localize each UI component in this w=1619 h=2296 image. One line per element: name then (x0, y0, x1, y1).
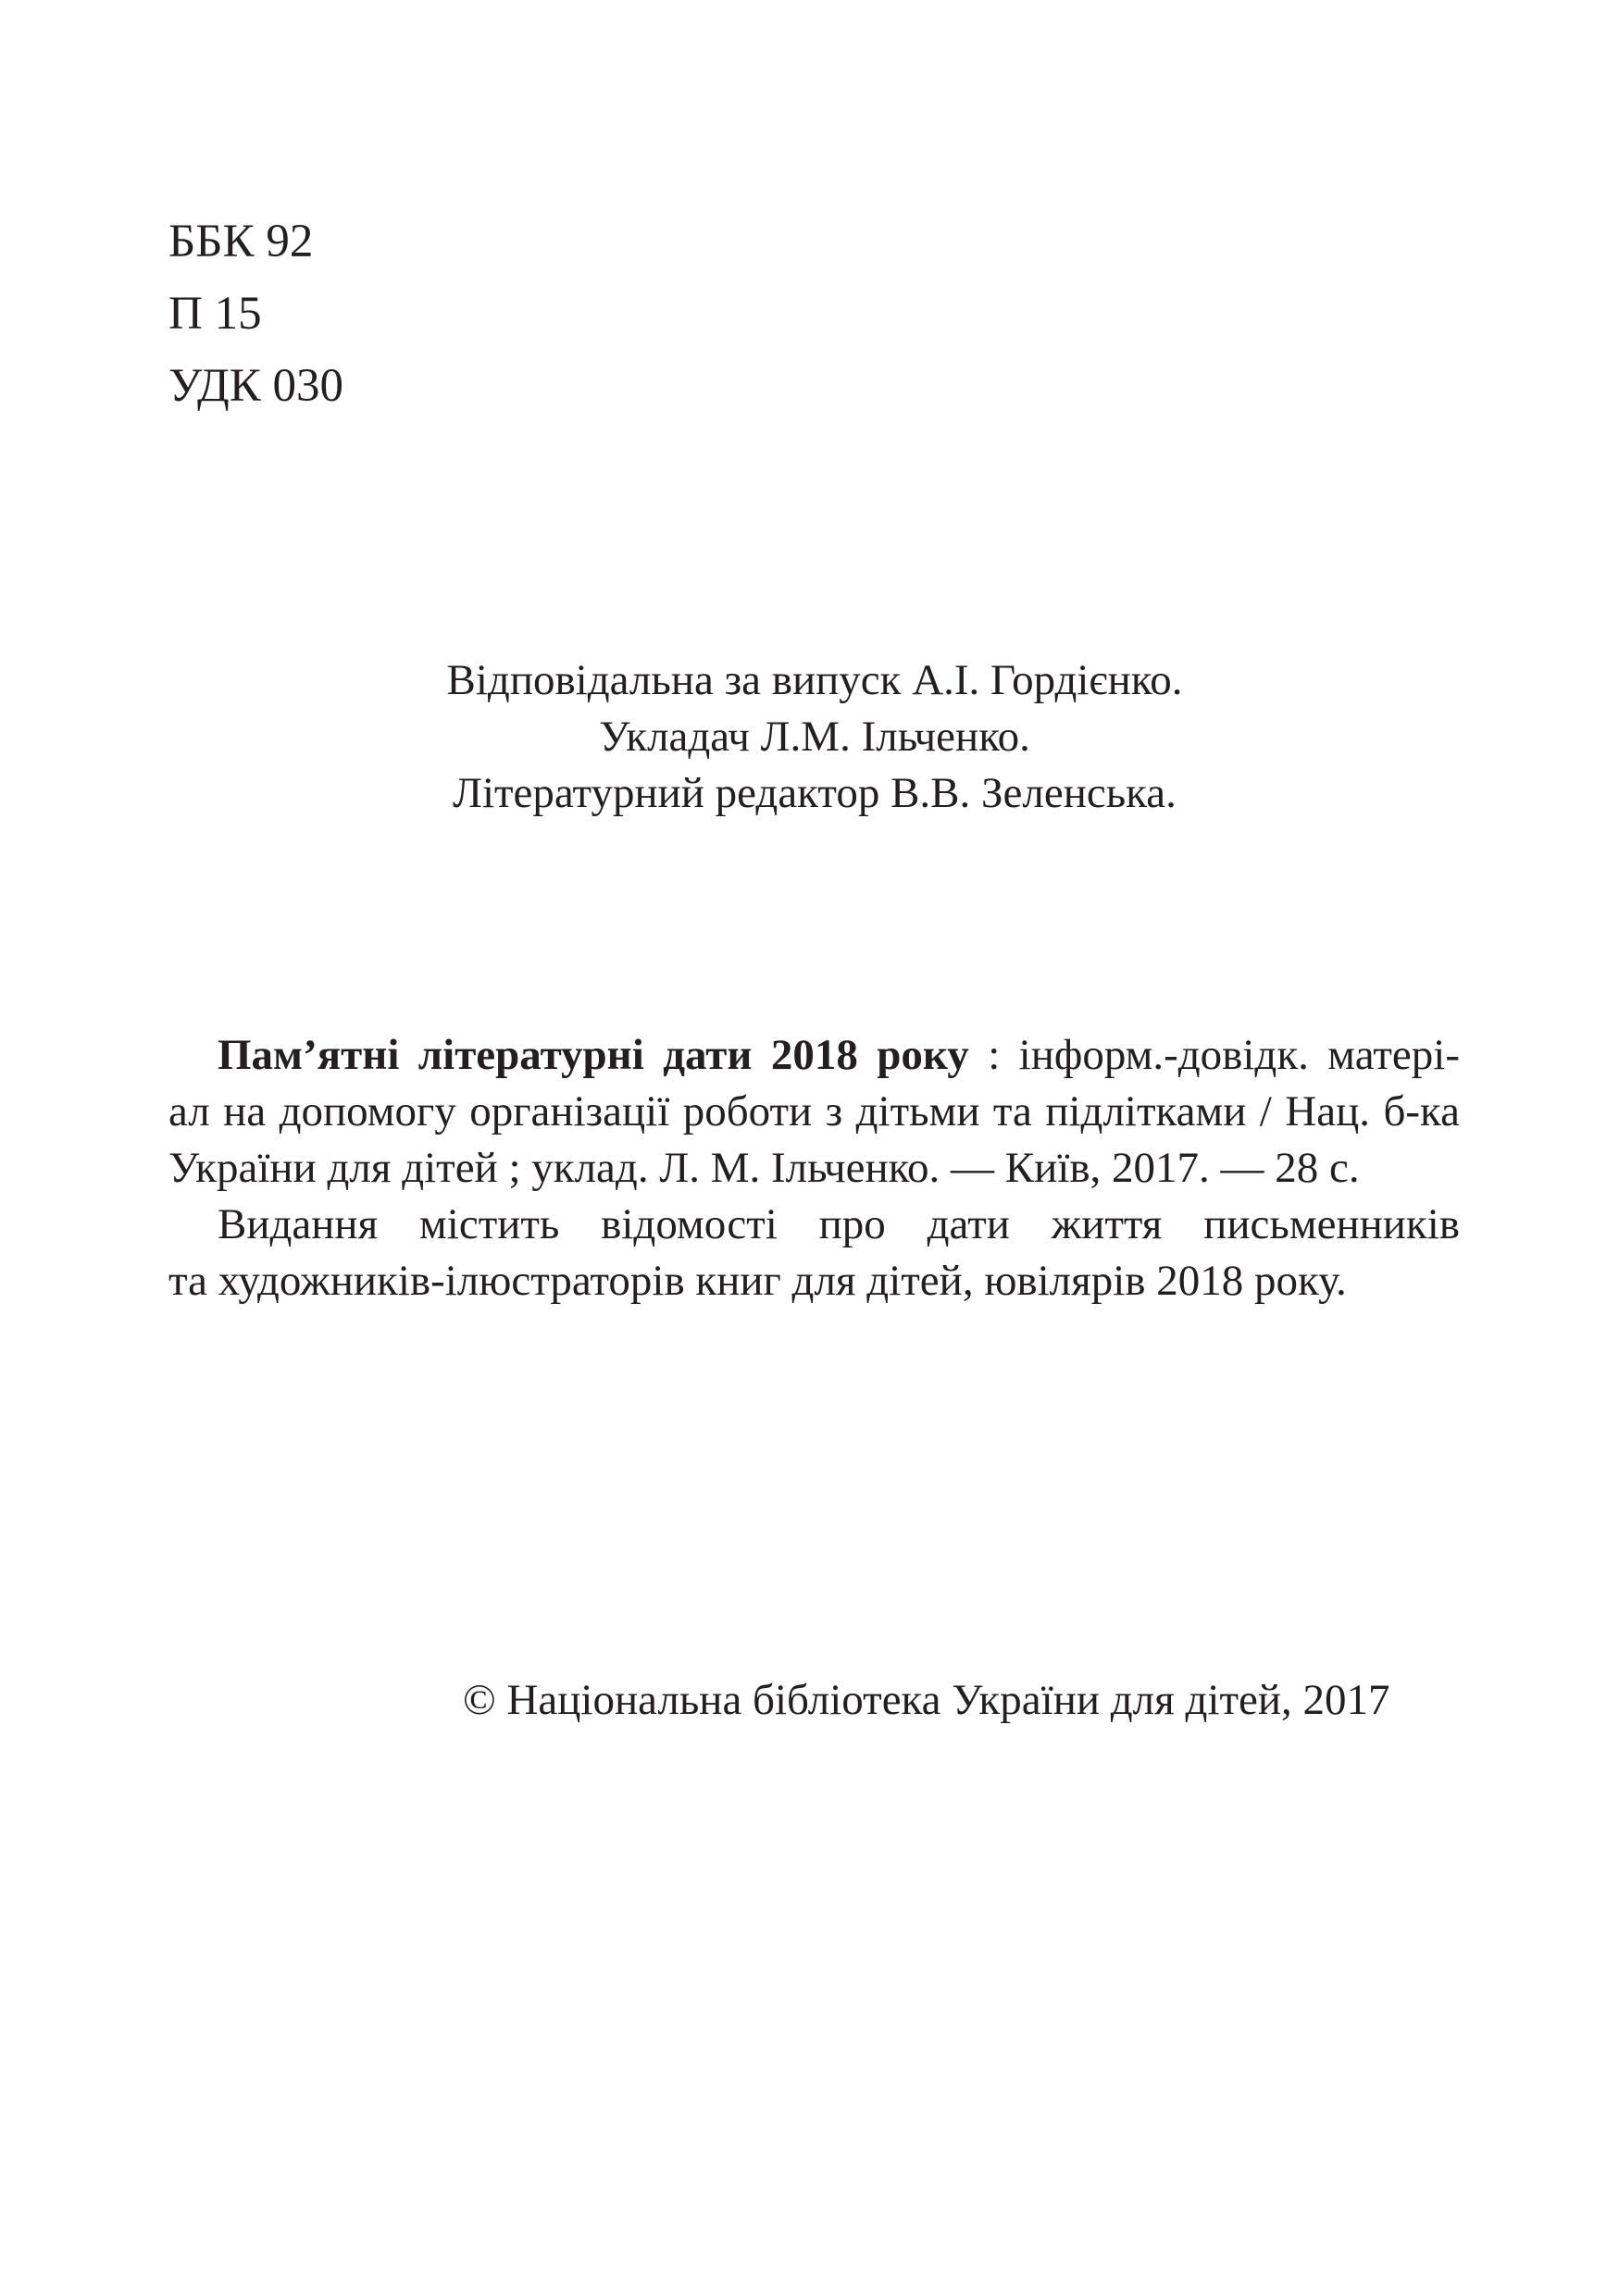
compiler: Укладач Л.М. Ільченко. (599, 713, 1030, 761)
bibliographic-record-line-2: ал на допомогу організації роботи з дітьми та підлітками / Нац. б-ка (168, 1087, 1460, 1136)
description-line-2: та художників-ілюстраторів книг для дітей, ювілярів 2018 року. (168, 1257, 1347, 1305)
bibliographic-record-line-3: України для дітей ; уклад. Л. М. Ільченко. — Київ, 2017. — 28 с. (168, 1144, 1360, 1192)
bibliographic-record-line-1 (168, 1027, 1460, 1084)
copyright-notice: © Національна бібліотека України для дітей, 2017 (463, 1676, 1390, 1724)
bibliographic-record-continuation: : інформ.-довідк. матері- (968, 1031, 1460, 1079)
author-sign-code: П 15 (168, 288, 262, 340)
classification-codes (168, 205, 343, 422)
annotation-block (168, 1027, 1460, 1309)
udk-code: УДК 030 (168, 360, 344, 412)
credits-block (278, 652, 1351, 822)
bbk-code: ББК 92 (168, 216, 314, 267)
book-title: Пам’ятні літературні дати 2018 року (218, 1031, 969, 1079)
literary-editor: Літературний редактор В.В. Зеленська. (453, 769, 1177, 817)
responsible-editor: Відповідальна за випуск А.І. Гордієнко. (446, 656, 1183, 704)
description-line-1: Видання містить відомості про дати життя письменників (218, 1200, 1460, 1248)
